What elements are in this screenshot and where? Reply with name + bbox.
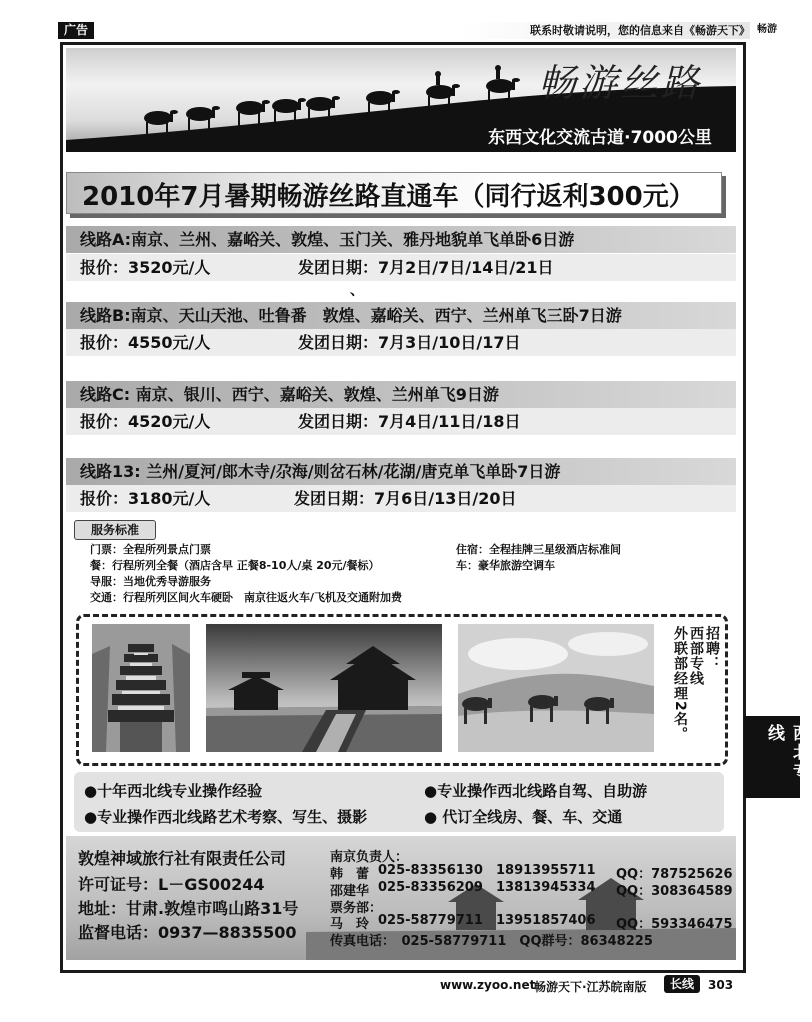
service-tag: 服务标准	[74, 520, 156, 540]
service-hotel: 住宿：全程挂牌三星级酒店标准间	[456, 543, 621, 556]
contact-name: 韩 蕾	[330, 867, 370, 882]
company-license: 许可证号：L－GS00244	[78, 875, 265, 894]
route-a-text: 线路A:南京、兰州、嘉峪关、敦煌、玉门关、雅丹地貌单飞单卧6日游	[80, 230, 575, 249]
company-address: 地址：甘肃.敦煌市鸣山路31号	[78, 899, 299, 918]
route-13-dates: 发团日期：7月6日/13日/20日	[294, 489, 517, 508]
publisher-logo: 畅游	[757, 24, 777, 35]
fax-and-qq-group: 传真电话： 025-58779711 QQ群号：86348225	[330, 934, 653, 949]
contact-name: 马 玲	[330, 917, 370, 932]
feature-item: ●专业操作西北线路艺术考察、写生、摄影	[84, 808, 368, 826]
publication-name: 畅游天下·江苏皖南版	[534, 980, 647, 994]
feature-item: ● 代订全线房、餐、车、交通	[424, 808, 623, 826]
service-guide: 导服：当地优秀导游服务	[90, 575, 211, 588]
contact-qq: QQ：593346475	[616, 917, 733, 932]
company-name: 敦煌神域旅行社有限责任公司	[78, 849, 287, 868]
recruit-line-3: 外联部经理2名。	[672, 626, 688, 742]
contact-mobile: 13813945334	[496, 880, 596, 895]
contact-qq: QQ：308364589	[616, 884, 733, 899]
feature-item: ●专业操作西北线路自驾、自助游	[424, 782, 648, 800]
company-hotline: 监督电话：0937—8835500	[78, 923, 297, 942]
contact-qq: QQ：787525626	[616, 867, 733, 882]
headline: 2010年7月暑期畅游丝路直通车（同行返利300元）	[82, 182, 695, 212]
recruit-line-1: 招聘：	[704, 626, 720, 671]
route-c-dates: 发团日期：7月4日/11日/18日	[298, 412, 521, 431]
source-note: 联系时敬请说明，您的信息来自《畅游天下》	[460, 22, 750, 39]
banner-title: 畅游丝路	[538, 61, 703, 105]
jiayuguan-photo	[206, 624, 442, 752]
route-a-price: 报价：3520元/人	[80, 258, 211, 277]
contact-name: 邵建华	[330, 884, 370, 899]
service-meals: 餐：行程所列全餐（酒店含早 正餐8-10人/桌 20元/餐标）	[90, 559, 380, 572]
pagoda-photo	[92, 624, 190, 752]
feature-item: ●十年西北线专业操作经验	[84, 782, 263, 800]
stray-mark: 、	[350, 283, 364, 299]
route-c-text: 线路C: 南京、银川、西宁、嘉峪关、敦煌、兰州单飞9日游	[80, 385, 499, 404]
contact-mobile: 13951857406	[496, 913, 596, 928]
contact-phone: 025-58779711	[378, 913, 483, 928]
category-tag: 长线	[664, 975, 700, 993]
route-13-price: 报价：3180元/人	[80, 489, 211, 508]
ticket-dept-label: 票务部：	[330, 901, 383, 916]
contact-phone: 025-83356130	[378, 863, 483, 878]
section-tab	[744, 716, 809, 798]
section-tab-label: 西北专线	[764, 724, 809, 781]
service-transport: 交通：行程所列区间火车硬卧 南京往返火车/飞机及交通附加费	[90, 591, 403, 604]
nanjing-head-label: 南京负责人：	[330, 850, 409, 865]
service-car: 车：豪华旅游空调车	[456, 559, 555, 572]
desert-camel-photo	[458, 624, 654, 752]
route-b-text: 线路B:南京、天山天池、吐鲁番 敦煌、嘉峪关、西宁、兰州单飞三卧7日游	[80, 306, 622, 325]
route-b-dates: 发团日期：7月3日/10日/17日	[298, 333, 521, 352]
page-number: 303	[708, 978, 734, 992]
route-b-price: 报价：4550元/人	[80, 333, 211, 352]
contact-phone: 025-83356209	[378, 880, 483, 895]
service-tickets: 门票：全程所列景点门票	[90, 543, 211, 556]
route-13-text: 线路13: 兰州/夏河/郎木寺/尕海/则岔石林/花湖/唐克单飞单卧7日游	[80, 462, 561, 481]
website-link[interactable]: www.zyoo.net	[440, 978, 536, 992]
route-a-dates: 发团日期：7月2日/7日/14日/21日	[298, 258, 554, 277]
route-c-price: 报价：4520元/人	[80, 412, 211, 431]
ad-tag: 广告	[58, 22, 94, 39]
banner-subtitle: 东西文化交流古道·7000公里	[466, 124, 734, 152]
contact-mobile: 18913955711	[496, 863, 596, 878]
recruitment-notice	[672, 626, 720, 754]
recruit-line-2: 西部专线	[688, 626, 704, 686]
